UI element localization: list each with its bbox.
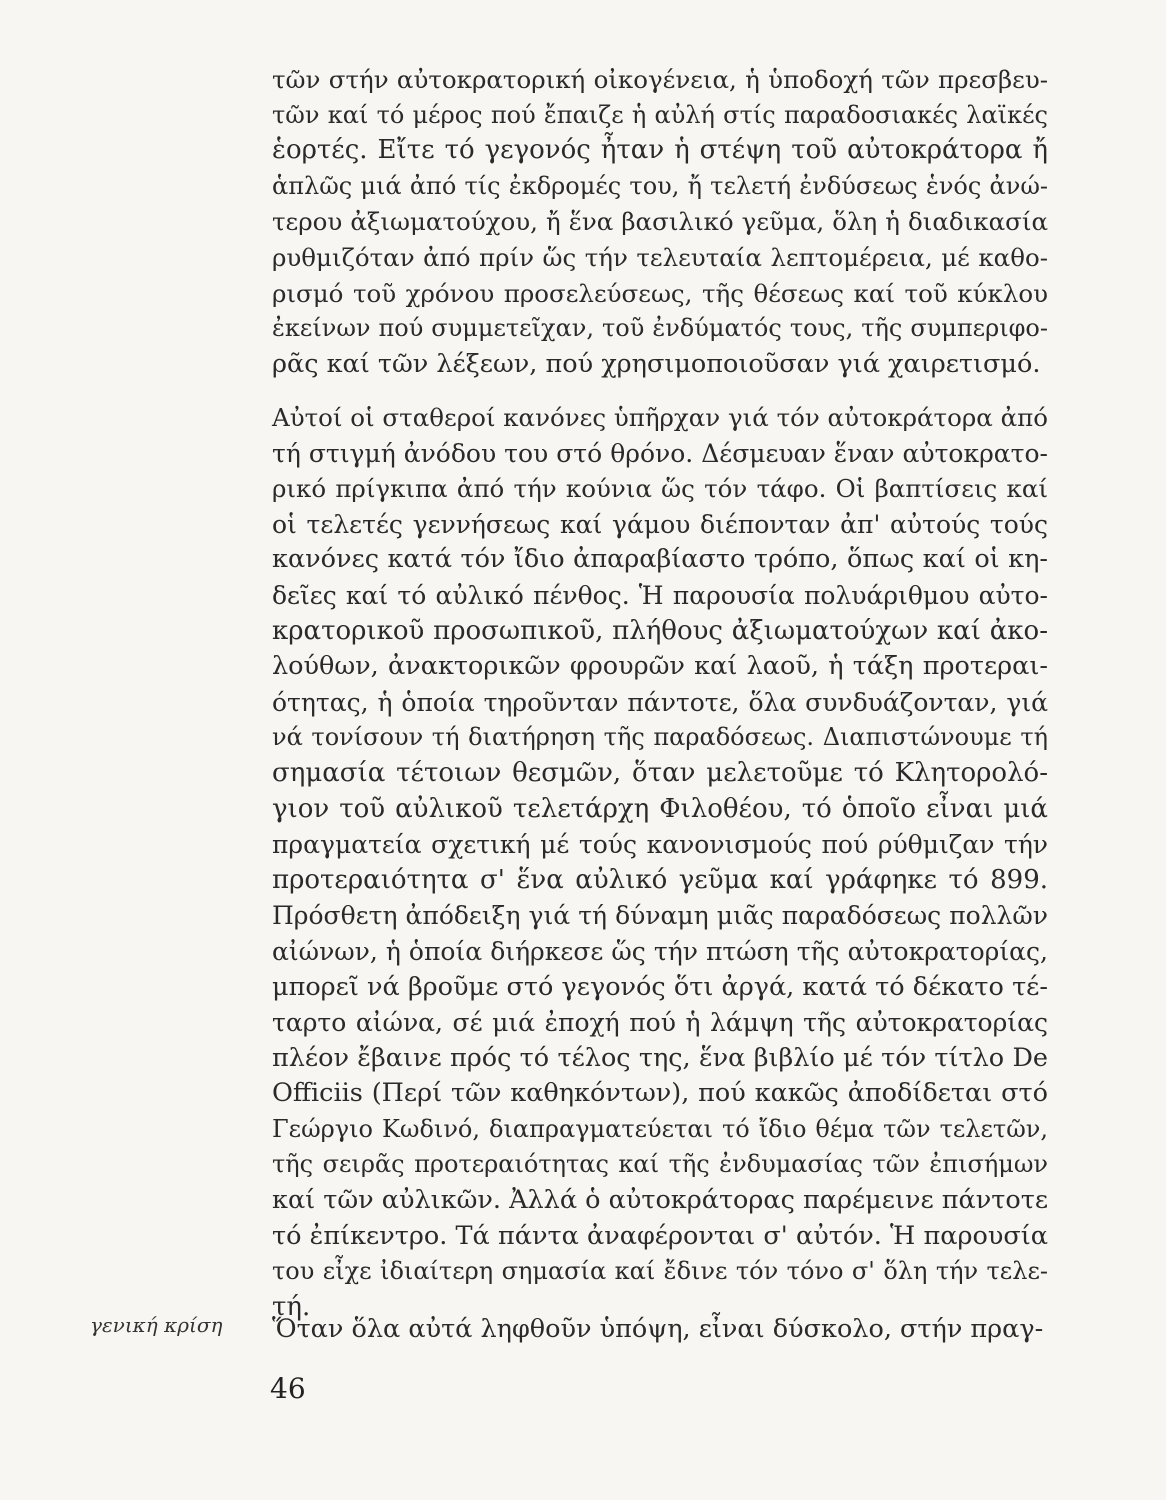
- text-line: τό ἐπίκεντρο. Τά πάντα ἀναφέρονται σ' αὐτόν. Ἡ παρουσία: [272, 1220, 1048, 1251]
- text-line: ρισμό τοῦ χρόνου προσελεύσεως, τῆς θέσεως καί τοῦ κύκλου: [272, 278, 1048, 308]
- paragraph-1: [272, 62, 1048, 382]
- text-line: δεῖες καί τό αὐλικό πένθος. Ἡ παρουσία πολυάριθμου αὐτο-: [272, 580, 1048, 610]
- text-line: Ὅταν ὅλα αὐτά ληφθοῦν ὑπόψη, εἶναι δύσκολο, στήν πραγ-: [272, 1314, 1044, 1344]
- text-line: πλέον ἔβαινε πρός τό τέλος της, ἕνα βιβλίο μέ τόν τίτλο De: [272, 1042, 1048, 1073]
- text-line: Αὐτοί οἱ σταθεροί κανόνες ὑπῆρχαν γιά τόν αὐτοκράτορα ἀπό: [272, 403, 1048, 432]
- text-line: του εἶχε ἰδιαίτερη σημασία καί ἔδινε τόν τόνο σ' ὅλη τήν τελε-: [272, 1257, 1048, 1286]
- text-line: νά τονίσουν τή διατήρηση τῆς παραδόσεως. Διαπιστώνουμε τή: [272, 723, 1048, 752]
- text-line: τῆς σειρᾶς προτεραιότητας καί τῆς ἐνδυμασίας τῶν ἐπισήμων: [272, 1150, 1048, 1179]
- text-line: τή.: [272, 1291, 311, 1322]
- text-line: καί τῶν αὐλικῶν. Ἀλλά ὁ αὐτοκράτορας παρέμεινε πάντοτε: [272, 1185, 1049, 1216]
- text-line: τῶν καί τό μέρος πού ἔπαιζε ἡ αὐλή στίς παραδοσιακές λαϊκές: [272, 100, 1048, 129]
- text-line: οἱ τελετές γεννήσεως καί γάμου διέπονταν ἀπ' αὐτούς τούς: [272, 509, 1048, 539]
- text-line: ρυθμιζόταν ἀπό πρίν ὥς τήν τελευταία λεπτομέρεια, μέ καθο-: [272, 242, 1048, 272]
- text-line: τερου ἀξιωματούχου, ἤ ἕνα βασιλικό γεῦμα, ὅλη ἡ διαδικασία: [272, 207, 1048, 237]
- text-line: Πρόσθετη ἀπόδειξη γιά τή δύναμη μιᾶς παραδόσεως πολλῶν: [272, 901, 1048, 931]
- text-line: ἑορτές. Εἴτε τό γεγονός ἦταν ἡ στέψη τοῦ αὐτοκράτορα ἤ: [272, 135, 1048, 166]
- text-line: γιον τοῦ αὐλικοῦ τελετάρχη Φιλοθέου, τό ὁποῖο εἶναι μιά: [272, 793, 1048, 824]
- paragraph-2: [272, 400, 1048, 1325]
- page-number: 46: [270, 1372, 306, 1405]
- text-line: Officiis (Περί τῶν καθηκόντων), πού κακῶς ἀποδίδεται στό: [272, 1078, 1048, 1109]
- text-line: τῶν στήν αὐτοκρατορική οἰκογένεια, ἡ ὑποδοχή τῶν πρεσβευ-: [272, 65, 1048, 94]
- text-line: ἁπλῶς μιά ἀπό τίς ἐκδρομές του, ἤ τελετή ἐνδύσεως ἑνός ἀνώ-: [272, 171, 1048, 200]
- text-line: πραγματεία σχετική μέ τούς κανονισμούς πού ρύθμιζαν τήν: [272, 830, 1048, 860]
- text-line: τή στιγμή ἀνόδου του στό θρόνο. Δέσμευαν ἕναν αὐτοκρατο-: [272, 438, 1048, 468]
- paragraph-3: [272, 1312, 1048, 1348]
- text-line: σημασία τέτοιων θεσμῶν, ὅταν μελετοῦμε τό Κλητορολό-: [272, 757, 1048, 788]
- text-line: ταρτο αἰώνα, σέ μιά ἐποχή πού ἡ λάμψη τῆς αὐτοκρατορίας: [272, 1008, 1048, 1038]
- text-line: ρᾶς καί τῶν λέξεων, πού χρησιμοποιοῦσαν γιά χαιρετισμό.: [272, 348, 1041, 379]
- text-line: ότητας, ἡ ὁποία τηροῦνταν πάντοτε, ὅλα συνδυάζονταν, γιά: [272, 687, 1048, 717]
- text-line: αἰώνων, ἡ ὁποία διήρκεσε ὥς τήν πτώση τῆς αὐτοκρατορίας,: [272, 936, 1048, 966]
- text-line: προτεραιότητα σ' ἕνα αὐλικό γεῦμα καί γράφηκε τό 899.: [272, 864, 1048, 895]
- text-line: κανόνες κατά τόν ἴδιο ἀπαραβίαστο τρόπο, ὅπως καί οἱ κη-: [272, 544, 1048, 575]
- text-line: μπορεῖ νά βροῦμε στό γεγονός ὅτι ἀργά, κατά τό δέκατο τέ-: [272, 971, 1048, 1002]
- text-line: Γεώργιο Κωδινό, διαπραγματεύεται τό ἴδιο θέμα τῶν τελετῶν,: [272, 1114, 1048, 1143]
- margin-note: γενική κρίση: [90, 1313, 223, 1337]
- text-line: λούθων, ἀνακτορικῶν φρουρῶν καί λαοῦ, ἡ τάξη προτεραι-: [272, 651, 1048, 682]
- text-line: ἐκείνων πού συμμετεῖχαν, τοῦ ἐνδύματός τους, τῆς συμπεριφο-: [272, 314, 1048, 343]
- text-line: ρικό πρίγκιπα ἀπό τήν κούνια ὥς τόν τάφο. Οἱ βαπτίσεις καί: [272, 474, 1048, 504]
- text-line: κρατορικοῦ προσωπικοῦ, πλήθους ἀξιωματούχων καί ἀκο-: [272, 615, 1048, 646]
